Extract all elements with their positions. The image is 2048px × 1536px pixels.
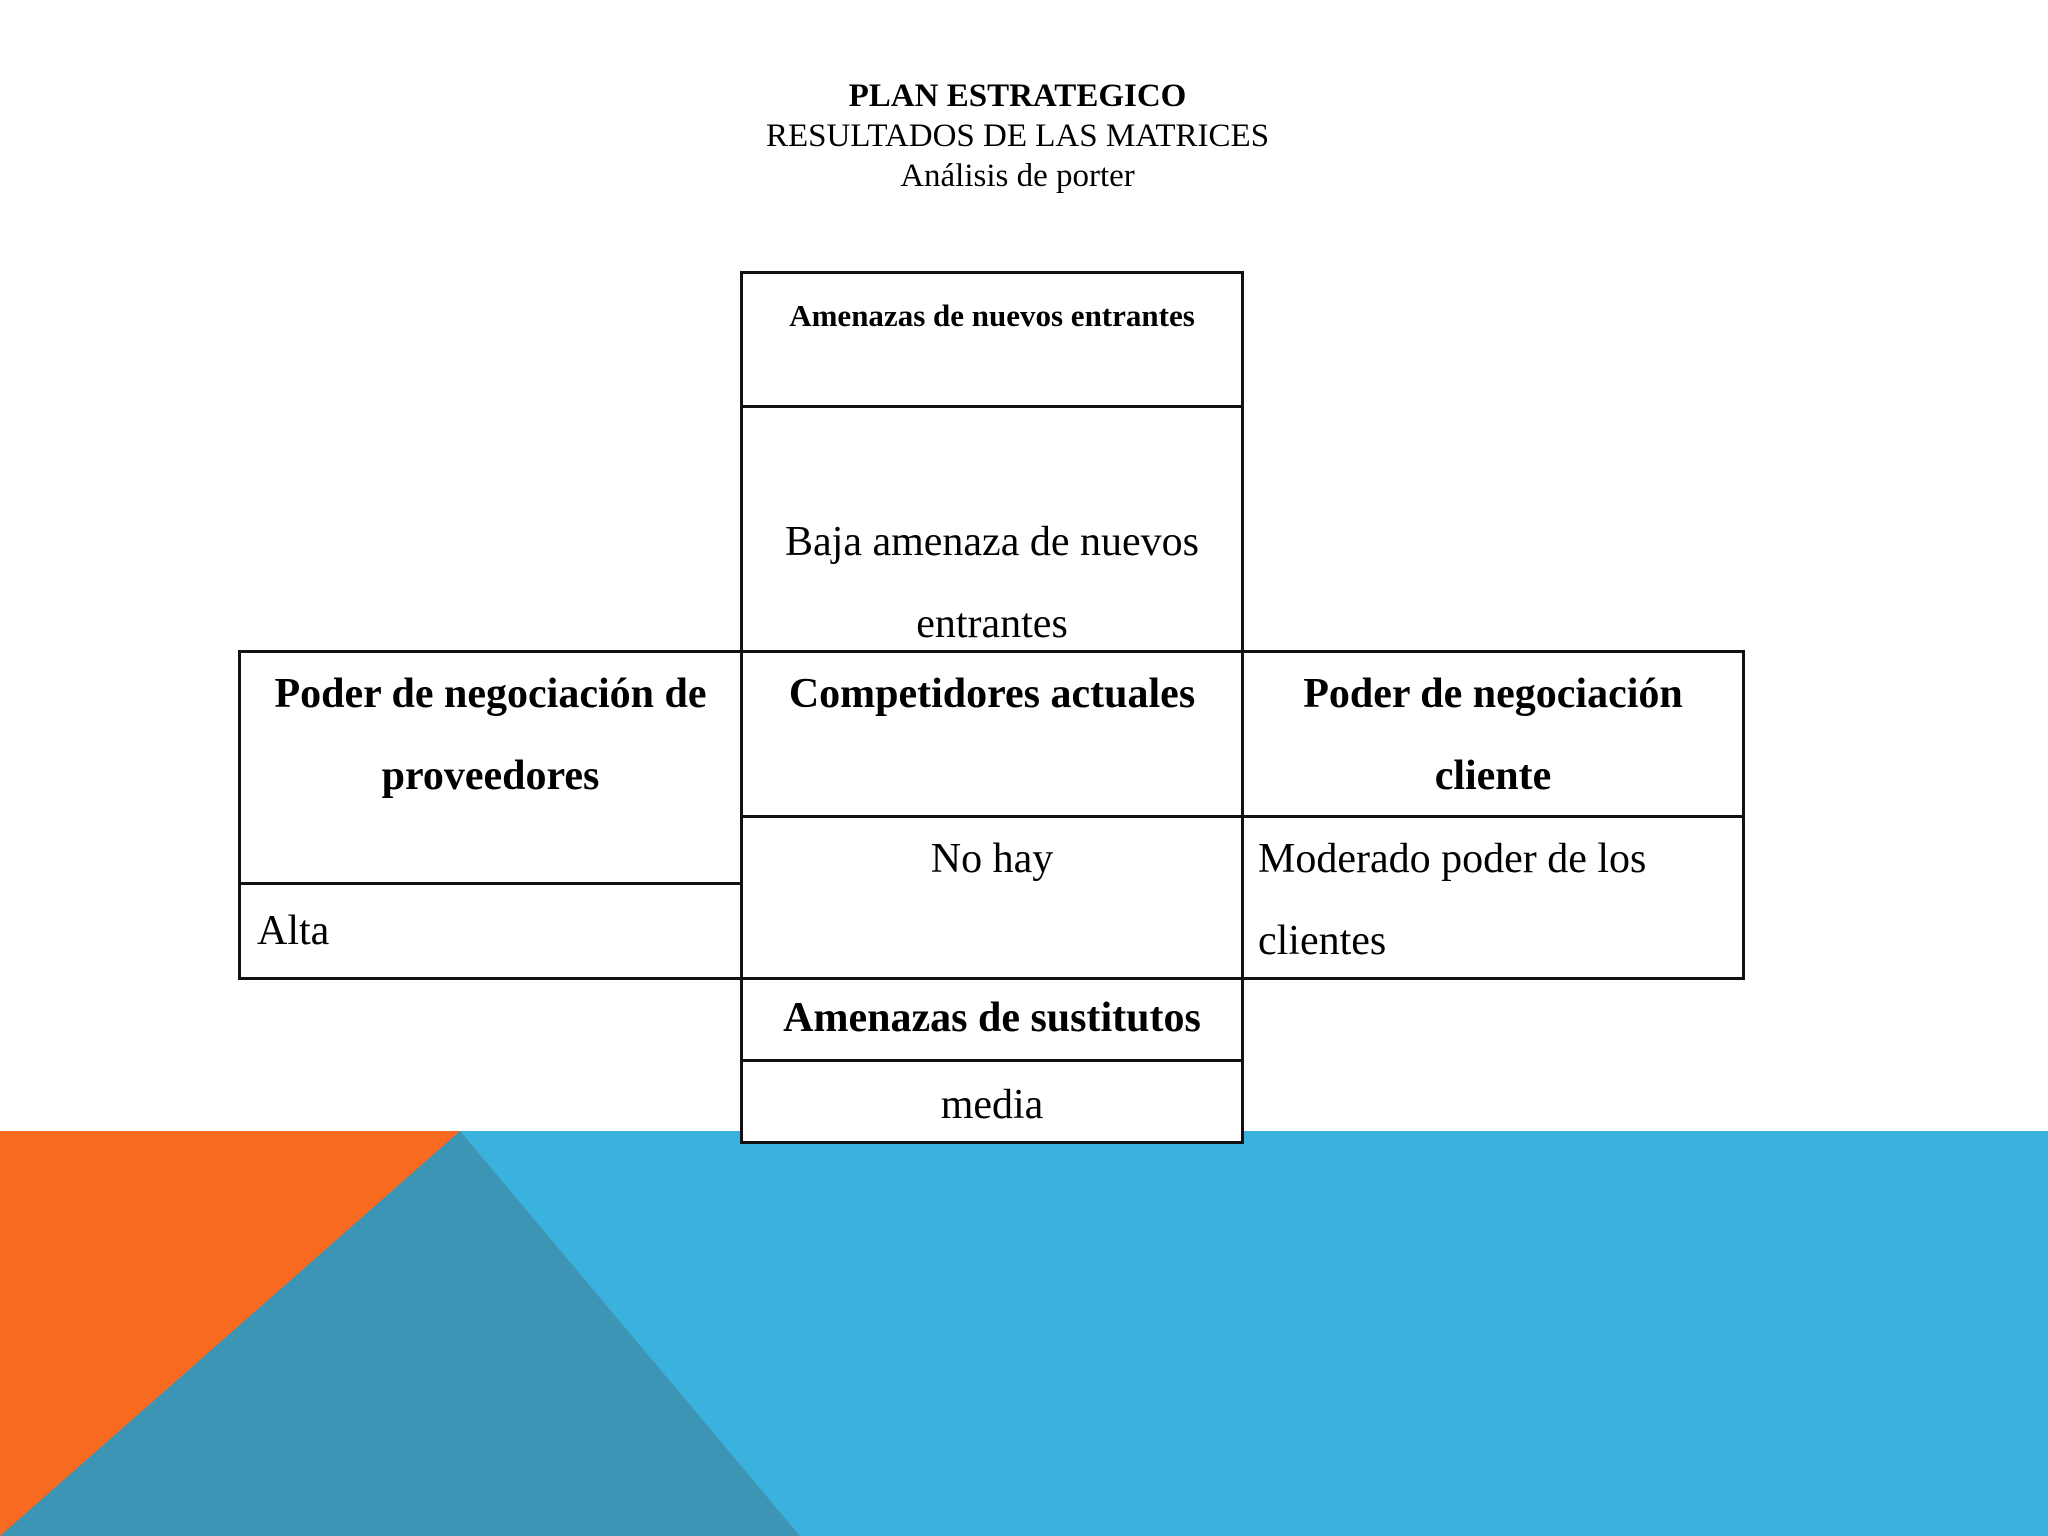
new-entrants-value: Baja amenaza de nuevos entrantes — [785, 519, 1199, 647]
suppliers-label: Poder de negociación de proveedores — [274, 671, 707, 799]
slide-header — [0, 76, 2035, 196]
new-entrants-label: Amenazas de nuevos entrantes — [789, 298, 1195, 333]
substitutes-label: Amenazas de sustitutos — [783, 995, 1201, 1041]
competitors-value: No hay — [930, 836, 1054, 882]
suppliers-value-cell — [238, 882, 743, 980]
new-entrants-value-cell — [740, 405, 1244, 653]
competitors-header-cell — [740, 650, 1244, 818]
new-entrants-header-cell — [740, 271, 1244, 408]
clients-label: Poder de negociación cliente — [1303, 671, 1683, 799]
slide-section: Análisis de porter — [900, 158, 1135, 194]
competitors-value-cell — [740, 815, 1244, 980]
clients-value-cell — [1241, 815, 1745, 980]
competitors-label: Competidores actuales — [788, 671, 1196, 717]
substitutes-header-cell — [740, 977, 1244, 1062]
substitutes-value-cell — [740, 1059, 1244, 1144]
slide-subtitle: RESULTADOS DE LAS MATRICES — [765, 118, 1270, 154]
substitutes-value: media — [940, 1082, 1044, 1128]
suppliers-header-cell — [238, 650, 743, 885]
clients-header-cell — [1241, 650, 1745, 818]
suppliers-value: Alta — [257, 908, 330, 954]
slide-title: PLAN ESTRATEGICO — [848, 78, 1187, 114]
clients-value: Moderado poder de los clientes — [1258, 836, 1647, 964]
